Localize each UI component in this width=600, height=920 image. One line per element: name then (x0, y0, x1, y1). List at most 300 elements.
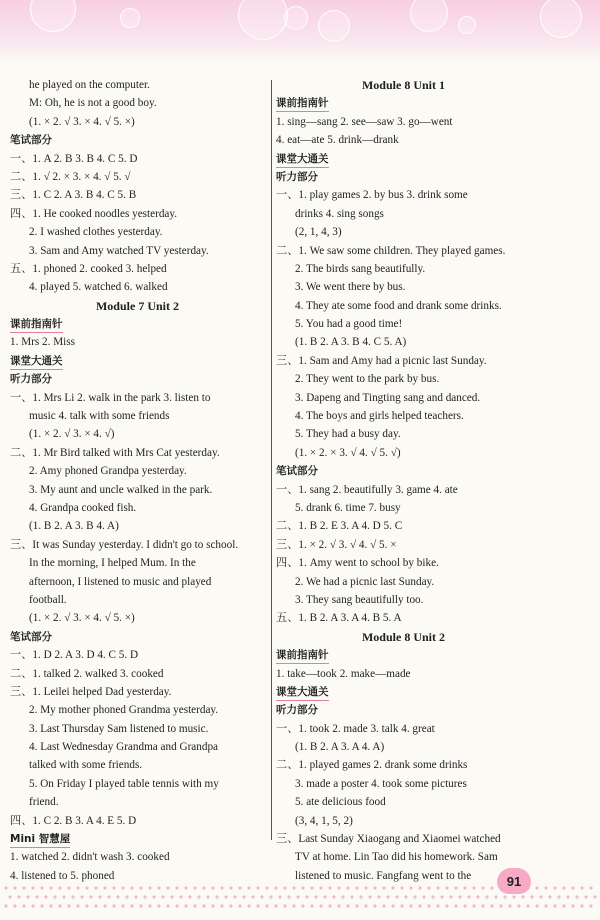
dot (463, 886, 466, 889)
answer-line: (1. × 2. × 3. √ 4. √ 5. √) (295, 446, 401, 459)
answer-line: 二、1. played games 2. drank some drinks (276, 759, 468, 772)
dot (206, 895, 209, 898)
dot (62, 895, 65, 898)
answer-line: 三、1. Leilei helped Dad yesterday. (10, 685, 172, 698)
section-tag-label: 课堂大通关 (276, 684, 329, 701)
bubble-decoration (238, 0, 288, 40)
answer-line: 5. On Friday I played table tennis with my (29, 777, 219, 790)
dot (49, 904, 52, 907)
dot (395, 895, 398, 898)
dot (296, 895, 299, 898)
right-column (276, 76, 531, 885)
dot (247, 886, 250, 889)
answer-line: M: Oh, he is not a good boy. (29, 97, 157, 110)
module-heading: Module 8 Unit 2 (361, 629, 445, 644)
section-tag-label: 课前指南针 (10, 316, 63, 333)
dot (548, 895, 551, 898)
section-tag-label: Mini 智慧屋 (10, 831, 70, 848)
answer-line: music 4. talk with some friends (29, 410, 170, 423)
dot (490, 904, 493, 907)
bubble-decoration (410, 0, 448, 32)
dot (35, 895, 38, 898)
section-tag (10, 315, 265, 333)
dot (535, 886, 538, 889)
dot (458, 895, 461, 898)
dot (400, 904, 403, 907)
answer-line: 四、1. C 2. B 3. A 4. E 5. D (10, 814, 137, 827)
answer-line: 4. played 5. watched 6. walked (29, 281, 168, 294)
dot (193, 904, 196, 907)
dot (337, 904, 340, 907)
dot (557, 895, 560, 898)
dot (404, 895, 407, 898)
dot (256, 886, 259, 889)
section-tag-label: 课堂大通关 (10, 353, 63, 370)
answer-line: 3. Last Thursday Sam listened to music. (29, 722, 209, 735)
dot (170, 895, 173, 898)
answer-line: (2, 1, 4, 3) (295, 226, 342, 239)
dot (445, 904, 448, 907)
dot (368, 895, 371, 898)
answer-line: listened to music. Fangfang went to the (295, 869, 472, 882)
answer-line: 4. listened to 5. phoned (10, 869, 115, 882)
dot (499, 904, 502, 907)
dot (544, 904, 547, 907)
dot (211, 886, 214, 889)
dot (292, 904, 295, 907)
dot (589, 904, 592, 907)
section-heading: 听力部分 (276, 704, 318, 717)
dot (130, 886, 133, 889)
dot (139, 886, 142, 889)
dot (152, 895, 155, 898)
dot (8, 895, 11, 898)
dot (562, 904, 565, 907)
dot (377, 895, 380, 898)
section-heading: 听力部分 (276, 170, 318, 183)
dot (58, 886, 61, 889)
dot (328, 904, 331, 907)
dot (98, 895, 101, 898)
dot (319, 904, 322, 907)
dot (382, 886, 385, 889)
answer-line: 三、1. × 2. √ 3. √ 4. √ 5. × (276, 538, 397, 551)
answer-line: TV at home. Lin Tao did his homework. Sam (295, 851, 498, 864)
dot (85, 904, 88, 907)
answer-line: 一、1. A 2. B 3. B 4. C 5. D (10, 152, 138, 165)
dot (238, 904, 241, 907)
dot (80, 895, 83, 898)
dot (139, 904, 142, 907)
dot (13, 886, 16, 889)
dot (472, 886, 475, 889)
answer-line: 3. made a poster 4. took some pictures (295, 777, 467, 790)
answer-line: 4. Last Wednesday Grandma and Grandpa (29, 741, 219, 754)
dot (575, 895, 578, 898)
dot (71, 895, 74, 898)
dot (103, 904, 106, 907)
answer-line: 5. ate delicious food (295, 796, 386, 809)
dot (418, 886, 421, 889)
dot (332, 895, 335, 898)
dot (44, 895, 47, 898)
dot (130, 904, 133, 907)
answer-line: (1. × 2. √ 3. × 4. √ 5. ×) (29, 115, 135, 128)
dot (238, 886, 241, 889)
dot (31, 886, 34, 889)
dot (202, 886, 205, 889)
answer-line: (1. × 2. √ 3. × 4. √ 5. ×) (29, 612, 135, 625)
dot (85, 886, 88, 889)
answer-line: 三、1. C 2. A 3. B 4. C 5. B (10, 189, 137, 202)
bubble-decoration (540, 0, 582, 38)
dot (436, 904, 439, 907)
dot (391, 904, 394, 907)
answer-line: 4. The boys and girls helped teachers. (295, 410, 464, 423)
dot (530, 895, 533, 898)
column-divider (271, 80, 272, 840)
dot (278, 895, 281, 898)
dot (76, 904, 79, 907)
dot (121, 904, 124, 907)
dot (260, 895, 263, 898)
dot (4, 904, 7, 907)
dot (589, 886, 592, 889)
dot (359, 895, 362, 898)
dot (328, 886, 331, 889)
bubble-decoration (30, 0, 76, 32)
dot (409, 886, 412, 889)
dot (202, 904, 205, 907)
dot (247, 904, 250, 907)
left-column (10, 76, 265, 885)
dot (355, 904, 358, 907)
dot (22, 904, 25, 907)
dot (175, 886, 178, 889)
dot (4, 886, 7, 889)
dot (400, 886, 403, 889)
module-heading: Module 7 Unit 2 (95, 298, 179, 313)
answer-line: 4. They ate some food and drank some drinks. (295, 299, 502, 312)
dot (103, 886, 106, 889)
answer-line: 1. sing—sang 2. see—saw 3. go—went (276, 115, 453, 128)
dot (593, 895, 596, 898)
answer-line: 二、1. We saw some children. They played games. (276, 244, 506, 257)
answer-line: 一、1. Mrs Li 2. walk in the park 3. listen to (10, 391, 211, 404)
dot (233, 895, 236, 898)
dot (512, 895, 515, 898)
section-tag (10, 352, 265, 370)
section-tag (276, 683, 531, 701)
answer-line: 三、It was Sunday yesterday. I didn't go to school. (10, 538, 239, 551)
dot (125, 895, 128, 898)
dot (17, 895, 20, 898)
dot (197, 895, 200, 898)
bubble-decoration (458, 16, 476, 34)
dot (161, 895, 164, 898)
dot (148, 886, 151, 889)
dot (413, 895, 416, 898)
dot (224, 895, 227, 898)
section-heading: 笔试部分 (10, 630, 52, 643)
answer-line: 1. Mrs 2. Miss (10, 336, 75, 349)
answer-line: 2. We had a picnic last Sunday. (295, 575, 435, 588)
section-heading: 笔试部分 (276, 465, 318, 478)
dot (89, 895, 92, 898)
answer-line: In the morning, I helped Mum. In the (29, 557, 196, 570)
answer-line: 一、1. D 2. A 3. D 4. C 5. D (10, 649, 139, 662)
dot (454, 904, 457, 907)
dot (193, 886, 196, 889)
dot (391, 886, 394, 889)
answer-line: 一、1. play games 2. by bus 3. drink some (276, 189, 468, 202)
dot (220, 904, 223, 907)
dot (364, 886, 367, 889)
section-tag (276, 94, 531, 112)
dot (373, 904, 376, 907)
dot (229, 886, 232, 889)
answer-line: 4. Grandpa cooked fish. (29, 501, 137, 514)
section-tag-label: 课堂大通关 (276, 151, 329, 168)
module-heading: Module 8 Unit 1 (361, 78, 445, 92)
dot (562, 886, 565, 889)
dot (337, 886, 340, 889)
dot (40, 886, 43, 889)
answer-line: 二、1. Mr Bird talked with Mrs Cat yesterday. (10, 446, 220, 459)
page-number: 91 (497, 868, 531, 894)
section-heading: 听力部分 (10, 373, 52, 386)
dot (67, 886, 70, 889)
answer-line: 五、1. phoned 2. cooked 3. helped (10, 262, 167, 275)
dot (94, 904, 97, 907)
answer-line: drinks 4. sing songs (295, 207, 384, 220)
dot (274, 886, 277, 889)
dot (580, 886, 583, 889)
answer-line: he played on the computer. (29, 79, 150, 91)
dot (175, 904, 178, 907)
dot (220, 886, 223, 889)
dot (292, 886, 295, 889)
dot (157, 904, 160, 907)
dot (58, 904, 61, 907)
dot (481, 904, 484, 907)
dot (481, 886, 484, 889)
dot (386, 895, 389, 898)
dot (346, 904, 349, 907)
dot (166, 904, 169, 907)
dot (112, 904, 115, 907)
dot (508, 904, 511, 907)
dot (283, 886, 286, 889)
answer-line: 1. take—took 2. make—made (276, 667, 411, 680)
answer-line: 一、1. took 2. made 3. talk 4. great (276, 722, 435, 735)
section-tag-label: 课前指南针 (276, 647, 329, 664)
dot (571, 886, 574, 889)
dot (373, 886, 376, 889)
dot (134, 895, 137, 898)
answer-line: 5. They had a busy day. (295, 428, 401, 441)
dot (418, 904, 421, 907)
dot (431, 895, 434, 898)
dot (463, 904, 466, 907)
dot (350, 895, 353, 898)
dot (445, 886, 448, 889)
dot (517, 904, 520, 907)
dot (490, 886, 493, 889)
dot (382, 904, 385, 907)
dot (553, 886, 556, 889)
dot (166, 886, 169, 889)
dot (53, 895, 56, 898)
dot (188, 895, 191, 898)
dot (449, 895, 452, 898)
dot (427, 904, 430, 907)
answer-line: 3. My aunt and uncle walked in the park. (29, 483, 213, 496)
answer-line: (3, 4, 1, 5, 2) (295, 814, 353, 827)
bubble-decoration (284, 6, 308, 30)
answer-line: 2. They went to the park by bus. (295, 373, 440, 386)
dot (269, 895, 272, 898)
bubble-decoration (120, 8, 140, 28)
dot (364, 904, 367, 907)
dot (503, 895, 506, 898)
dot (310, 904, 313, 907)
dot (422, 895, 425, 898)
answer-line: 二、1. talked 2. walked 3. cooked (10, 667, 164, 680)
answer-line: 5. drank 6. time 7. busy (295, 501, 401, 514)
dot (566, 895, 569, 898)
answer-line: (1. × 2. √ 3. × 4. √) (29, 428, 115, 441)
answer-line: (1. B 2. A 3. A 4. A) (295, 741, 385, 754)
dot (526, 904, 529, 907)
answer-line: 四、1. Amy went to school by bike. (276, 557, 439, 570)
dot (544, 886, 547, 889)
dot (242, 895, 245, 898)
answer-line: 三、Last Sunday Xiaogang and Xiaomei watched (276, 833, 501, 846)
answer-line: 四、1. He cooked noodles yesterday. (10, 207, 178, 220)
dot (485, 895, 488, 898)
dot (265, 886, 268, 889)
answer-line: 3. We went there by bus. (295, 281, 406, 294)
dot (184, 886, 187, 889)
dot (157, 886, 160, 889)
dot (314, 895, 317, 898)
dot (355, 886, 358, 889)
dot (301, 904, 304, 907)
dot (472, 904, 475, 907)
dot (427, 886, 430, 889)
dot (341, 895, 344, 898)
answer-line: 3. They sang beautifully too. (295, 593, 424, 606)
dot (580, 904, 583, 907)
dot (539, 895, 542, 898)
dot (229, 904, 232, 907)
dot (283, 904, 286, 907)
section-tag (276, 646, 531, 664)
answer-line: 2. My mother phoned Grandma yesterday. (29, 704, 219, 717)
answer-line: (1. B 2. A 3. B 4. A) (29, 520, 119, 533)
dot (112, 886, 115, 889)
dot (310, 886, 313, 889)
dot (22, 886, 25, 889)
dot (40, 904, 43, 907)
dot (13, 904, 16, 907)
answer-line: 2. Amy phoned Grandpa yesterday. (29, 465, 187, 478)
dot (305, 895, 308, 898)
dot (49, 886, 52, 889)
dot (256, 904, 259, 907)
dot (143, 895, 146, 898)
dot (440, 895, 443, 898)
header-banner (0, 0, 600, 62)
answer-line: talked with some friends. (29, 759, 143, 772)
dot (436, 886, 439, 889)
dot (215, 895, 218, 898)
dot (251, 895, 254, 898)
dot (323, 895, 326, 898)
dot (76, 886, 79, 889)
dot (265, 904, 268, 907)
answer-line: 5. You had a good time! (295, 318, 403, 331)
dot (179, 895, 182, 898)
answer-line: 3. Sam and Amy watched TV yesterday. (29, 244, 209, 257)
dot (521, 895, 524, 898)
bubble-decoration (318, 10, 350, 42)
answer-line: 3. Dapeng and Tingting sang and danced. (295, 391, 481, 404)
section-tag (276, 150, 531, 168)
answer-line: 2. The birds sang beautifully. (295, 262, 426, 275)
dot (31, 904, 34, 907)
dot (287, 895, 290, 898)
dot (553, 904, 556, 907)
dot (148, 904, 151, 907)
section-tag (10, 830, 265, 848)
dot (67, 904, 70, 907)
answer-line: 1. watched 2. didn't wash 3. cooked (10, 851, 170, 864)
dot (319, 886, 322, 889)
dot (211, 904, 214, 907)
answer-line: afternoon, I listened to music and played (29, 575, 212, 588)
dot (94, 886, 97, 889)
section-tag-label: 课前指南针 (276, 95, 329, 112)
section-heading: 笔试部分 (10, 134, 52, 147)
dot (107, 895, 110, 898)
dot (494, 895, 497, 898)
dot (121, 886, 124, 889)
answer-line: football. (29, 593, 67, 606)
dot (26, 895, 29, 898)
answer-line: (1. B 2. A 3. B 4. C 5. A) (295, 336, 407, 349)
dot (409, 904, 412, 907)
answer-line: 一、1. sang 2. beautifully 3. game 4. ate (276, 483, 458, 496)
answer-line: 2. I washed clothes yesterday. (29, 226, 163, 239)
answer-line: 二、1. B 2. E 3. A 4. D 5. C (276, 520, 403, 533)
answer-line: 三、1. Sam and Amy had a picnic last Sunday. (276, 354, 487, 367)
dot (535, 904, 538, 907)
dot (584, 895, 587, 898)
answer-line: 五、1. B 2. A 3. A 4. B 5. A (276, 612, 402, 625)
dot (184, 904, 187, 907)
dot (116, 895, 119, 898)
dot (571, 904, 574, 907)
dot (454, 886, 457, 889)
dot (301, 886, 304, 889)
dot (274, 904, 277, 907)
dot (346, 886, 349, 889)
answer-line: friend. (29, 796, 59, 809)
dot (467, 895, 470, 898)
answer-line: 4. eat—ate 5. drink—drank (276, 134, 399, 147)
